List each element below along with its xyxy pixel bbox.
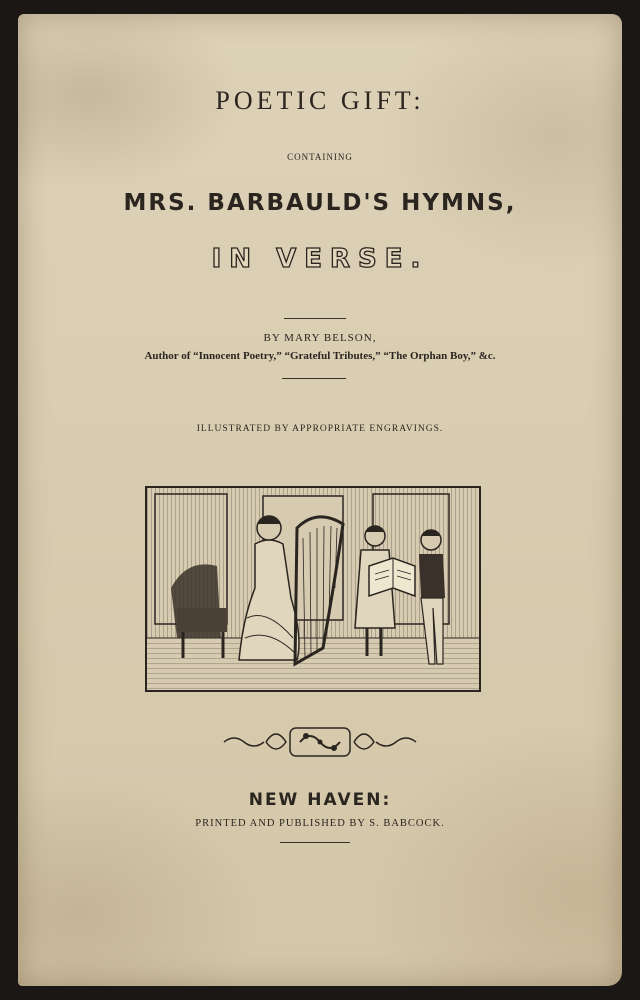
containing-label: CONTAINING [287, 152, 353, 162]
decorative-flourish-icon [220, 720, 420, 760]
engraving-image [145, 486, 481, 692]
divider-middle [282, 378, 346, 379]
cover-subtitle: MRS. BARBAULD'S HYMNS, [123, 190, 517, 216]
verse-heading: IN VERSE. [211, 244, 429, 274]
illustrated-note: ILLUSTRATED BY APPROPRIATE ENGRAVINGS. [196, 424, 444, 434]
publication-place: NEW HAVEN: [248, 790, 392, 810]
publisher-line: PRINTED AND PUBLISHED BY S. BABCOCK. [195, 818, 445, 829]
divider-bottom [280, 842, 350, 843]
divider-top [284, 318, 346, 319]
engraving-woman-playing-harp-with-two-children-icon [147, 488, 479, 690]
cover-title: POETIC GIFT: [215, 86, 425, 115]
author-byline: BY MARY BELSON, [263, 332, 377, 344]
author-works: Author of “Innocent Poetry,” “Grateful Tributes,” “The Orphan Boy,” &c. [144, 350, 496, 362]
book-cover [18, 14, 622, 986]
